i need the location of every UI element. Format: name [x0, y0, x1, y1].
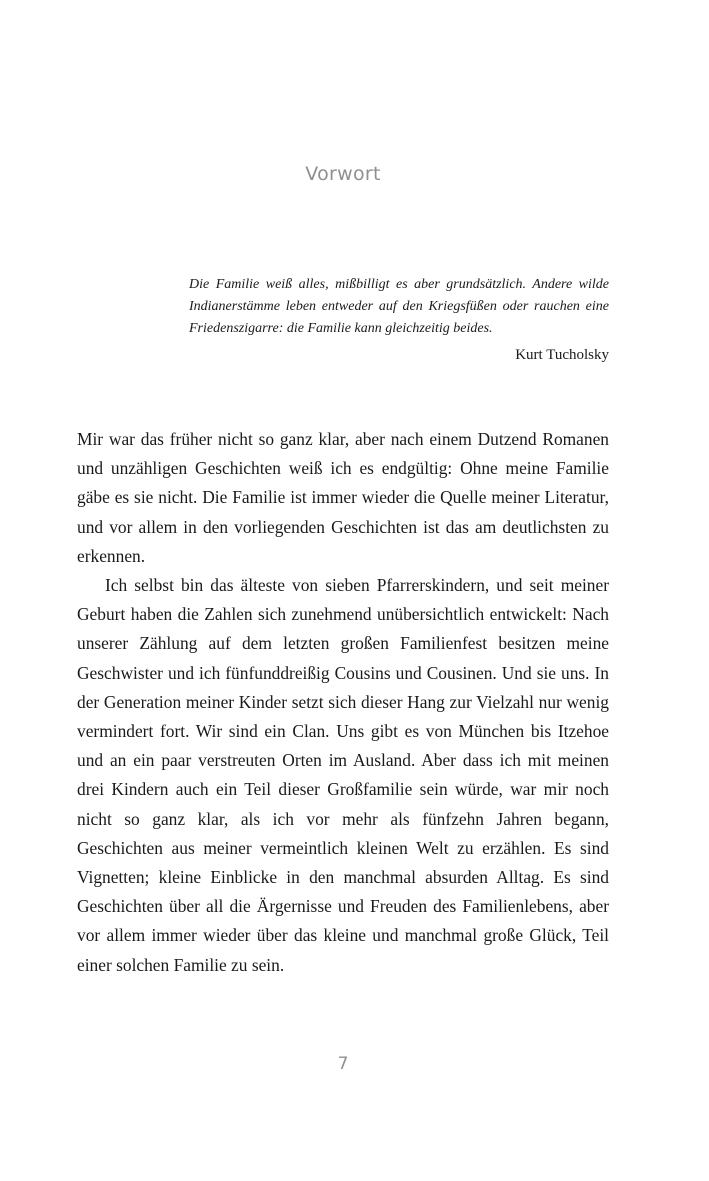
chapter-title: Vorwort — [305, 163, 381, 185]
epigraph — [189, 274, 609, 366]
body-text — [77, 425, 609, 980]
epigraph-quote: Die Familie weiß alles, mißbilligt es aber grundsätzlich. Andere wilde Indianerstämme leben entweder auf den Kriegsfüßen oder rauchen eine Friedenszigarre: die Familie kann gleichzeitig beides. — [189, 277, 609, 336]
paragraph-2: Ich selbst bin das älteste von sieben Pfarrerskindern, und seit meiner Geburt haben die Zahlen sich zunehmend unübersichtlich entwickelt: Nach unserer Zählung auf dem letzten großen Familienfest besitzen meine Geschwister und ich fünfunddreißig Cousins und Cousinen. Und sie uns. In der Generation meiner Kinder setzt sich dieser Hang zur Vielzahl nur wenig vermindert fort. Wir sind ein Clan. Uns gibt es von München bis Itzehoe und an ein paar verstreuten Orten im Ausland. Aber dass ich mit meinen drei Kindern auch ein Teil dieser Großfamilie sein würde, war mir noch nicht so ganz klar, als ich vor mehr als fünfzehn Jahren begann, Geschichten aus meiner vermeintlich kleinen Welt zu erzählen. Es sind Vignetten; kleine Einblicke in den manchmal absurden Alltag. Es sind Geschichten über all die Ärgernisse und Freuden des Familienlebens, aber vor allem immer wieder über das kleine und manchmal große Glück, Teil einer solchen Familie zu sein. — [77, 575, 609, 975]
paragraph-1: Mir war das früher nicht so ganz klar, aber nach einem Dutzend Romanen und unzähligen Geschichten weiß ich es endgültig: Ohne meine Familie gäbe es sie nicht. Die Familie ist immer wieder die Quelle meiner Literatur, und vor allem in den vorliegenden Geschichten ist das am deutlichsten zu erkennen. — [77, 429, 609, 566]
page-number: 7 — [337, 1054, 349, 1074]
epigraph-author: Kurt Tucholsky — [515, 347, 609, 363]
